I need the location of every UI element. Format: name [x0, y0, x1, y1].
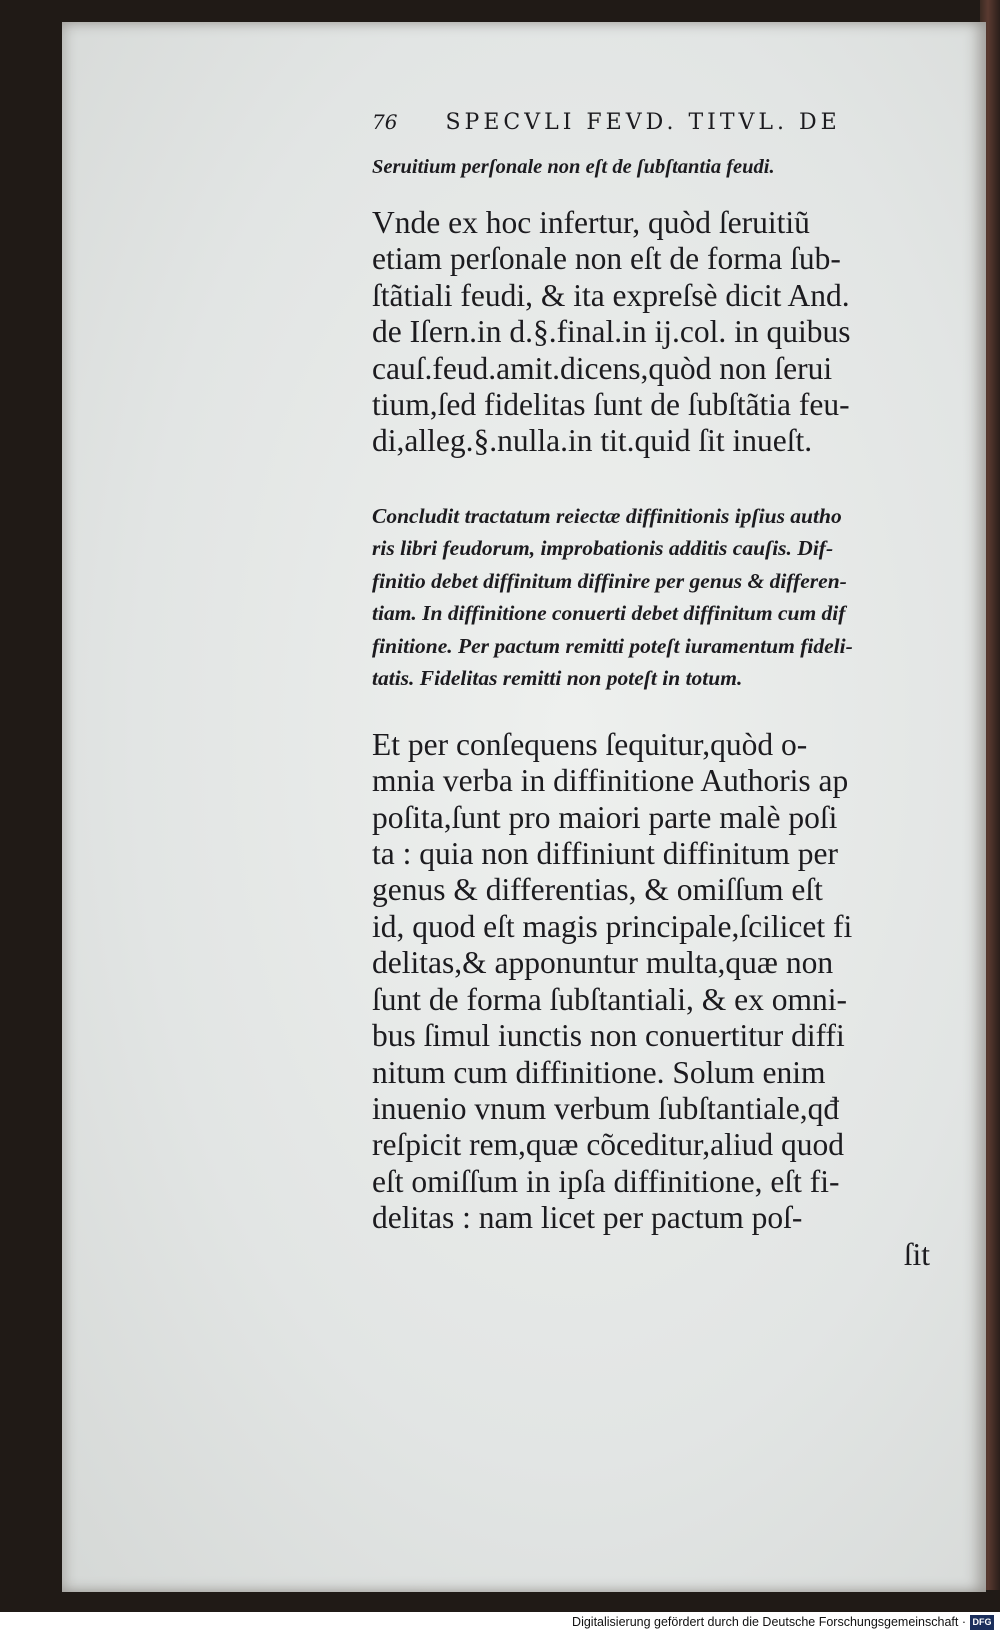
summary-line: finitione. Per pactum remitti poteſt iuramentum fideli- [372, 633, 853, 658]
page-number: 76 [372, 110, 398, 134]
summary-line: finitio debet diffinitum diffinire per genus & differen- [372, 568, 847, 593]
text-line: etiam perſonale non eſt de forma ſub- [372, 241, 841, 277]
section-heading-note: Seruitium perſonale non eſt de ſubſtantia feudi. [372, 156, 775, 178]
digitization-footer [0, 1612, 1000, 1634]
text-line: bus ſimul iunctis non conuertitur diffi [372, 1018, 845, 1054]
text-line: inuenio vnum verbum ſubſtantiale,qđ [372, 1090, 840, 1126]
catchword: ſit [903, 1236, 930, 1272]
text-line: genus & differentias, & omiſſum eſt [372, 872, 823, 908]
page-text [372, 110, 952, 1273]
text-line: de Iſern.in d.§.final.in ij.col. in quibus [372, 314, 851, 350]
text-line: eſt omiſſum in ipſa diffinitione, eſt fi- [372, 1163, 840, 1199]
text-line: mnia verba in diffinitione Authoris ap [372, 763, 849, 799]
text-line: cauſ.feud.amit.dicens,quòd non ſerui [372, 350, 833, 386]
text-line: reſpicit rem,quæ cõceditur,aliud quod [372, 1127, 844, 1163]
text-line: tium,ſed fidelitas ſunt de ſubſtãtia feu- [372, 387, 850, 423]
paragraph-2 [372, 727, 952, 1273]
text-line: poſita,ſunt pro maiori parte malè poſi [372, 799, 838, 835]
summary-line: tatis. Fidelitas remitti non poteſt in totum. [372, 666, 743, 691]
summary-line: tiam. In diffinitione conuerti debet diffinitum cum dif [372, 601, 846, 626]
dfg-logo: DFG [970, 1615, 994, 1630]
text-line: ſunt de forma ſubſtantiali, & ex omni- [372, 981, 848, 1017]
text-line: ſtãtiali feudi, & ita expreſsè dicit And. [372, 277, 850, 313]
text-line: di,alleg.§.nulla.in tit.quid ſit inueſt. [372, 423, 813, 459]
text-line: nitum cum diffinitione. Solum enim [372, 1054, 826, 1090]
text-line: id, quod eſt magis principale,ſcilicet fi [372, 908, 853, 944]
text-line: Vnde ex hoc infertur, quòd ſeruitiũ [372, 205, 810, 240]
page-header [372, 110, 952, 144]
text-line: ta : quia non diffiniunt diffinitum per [372, 836, 839, 872]
running-head: SPECVLI FEVD. TITVL. DE [445, 110, 841, 135]
chapter-summary [372, 500, 952, 695]
summary-line: ris libri feudorum, improbationis additis cauſis. Dif- [372, 536, 834, 561]
text-line: delitas,& apponuntur multa,quæ non [372, 945, 834, 981]
funding-credit: Digitalisierung gefördert durch die Deutsche Forschungsgemeinschaft · [572, 1615, 966, 1629]
paragraph-1 [372, 205, 952, 460]
summary-line: Concludit tractatum reiectæ diffinitionis ipſius autho [372, 503, 842, 528]
text-line: Et per conſequens ſequitur,quòd o- [372, 726, 808, 762]
text-line: delitas : nam licet per pactum poſ- [372, 1200, 803, 1236]
